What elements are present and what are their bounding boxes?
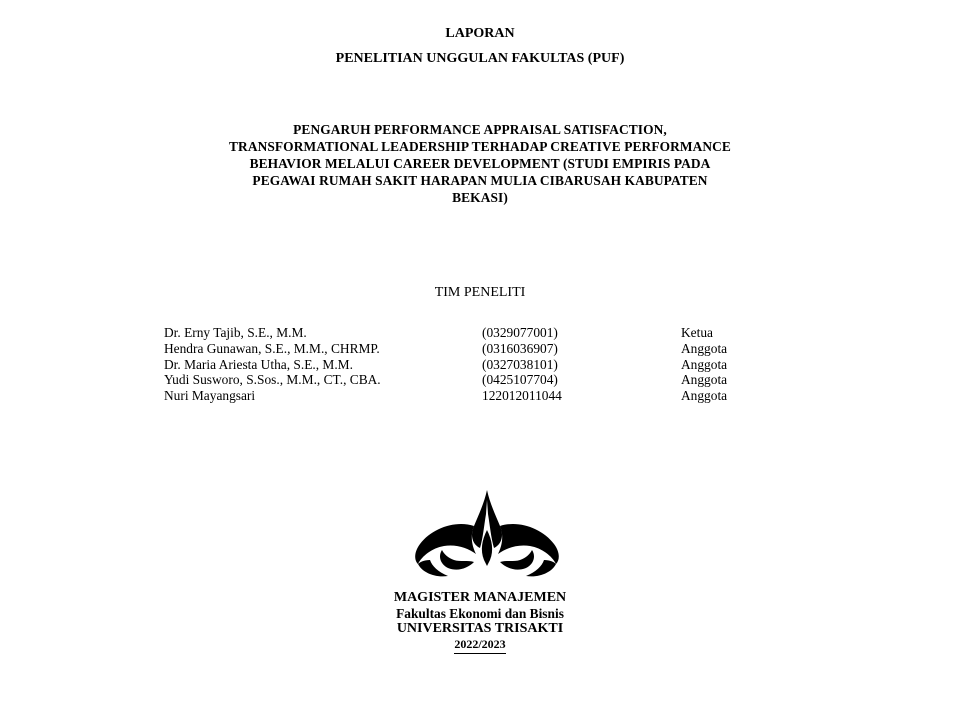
department-name: MAGISTER MANAJEMEN — [393, 590, 567, 605]
title-line: BEKASI) — [452, 190, 508, 205]
member-id: (0329077001) — [482, 325, 558, 340]
title-line: TRANSFORMATIONAL LEADERSHIP TERHADAP CREATIVE PERFORMANCE — [229, 139, 731, 154]
faculty-name: Fakultas Ekonomi dan Bisnis — [396, 606, 564, 621]
team-member-row — [0, 372, 960, 388]
title-line: PEGAWAI RUMAH SAKIT HARAPAN MULIA CIBARUSAH KABUPATEN — [252, 173, 708, 188]
member-role: Anggota — [681, 388, 728, 404]
member-name: Hendra Gunawan, S.E., M.M., CHRMP. — [164, 340, 380, 356]
member-name: Dr. Erny Tajib, S.E., M.M. — [164, 325, 307, 340]
team-member-row — [0, 357, 960, 373]
member-id: (0316036907) — [482, 340, 558, 356]
team-heading: TIM PENELITI — [434, 285, 526, 300]
team-member-row — [0, 325, 960, 341]
academic-year-text: 2022/2023 — [454, 637, 505, 654]
member-role: Anggota — [681, 340, 728, 356]
university-name: UNIVERSITAS TRISAKTI — [396, 621, 564, 636]
team-member-row — [0, 388, 960, 404]
member-id: (0327038101) — [482, 356, 558, 372]
team-member-row — [0, 341, 960, 357]
report-label: LAPORAN — [445, 26, 515, 41]
academic-year — [0, 637, 960, 654]
team-table — [0, 325, 960, 404]
member-role: Anggota — [681, 356, 728, 372]
member-role: Anggota — [681, 372, 728, 388]
member-name: Nuri Mayangsari — [164, 388, 256, 404]
report-title — [0, 121, 960, 206]
title-line: PENGARUH PERFORMANCE APPRAISAL SATISFACTION, — [293, 122, 667, 137]
title-line: BEHAVIOR MELALUI CAREER DEVELOPMENT (STUDI EMPIRIS PADA — [249, 156, 711, 171]
university-emblem-icon — [412, 490, 562, 580]
member-name: Dr. Maria Ariesta Utha, S.E., M.M. — [164, 356, 353, 372]
member-id: (0425107704) — [482, 372, 558, 388]
member-name: Yudi Susworo, S.Sos., M.M., CT., CBA. — [164, 372, 381, 388]
member-role: Ketua — [681, 325, 713, 340]
program-label: PENELITIAN UNGGULAN FAKULTAS (PUF) — [335, 51, 625, 66]
member-id: 122012011044 — [482, 388, 562, 404]
